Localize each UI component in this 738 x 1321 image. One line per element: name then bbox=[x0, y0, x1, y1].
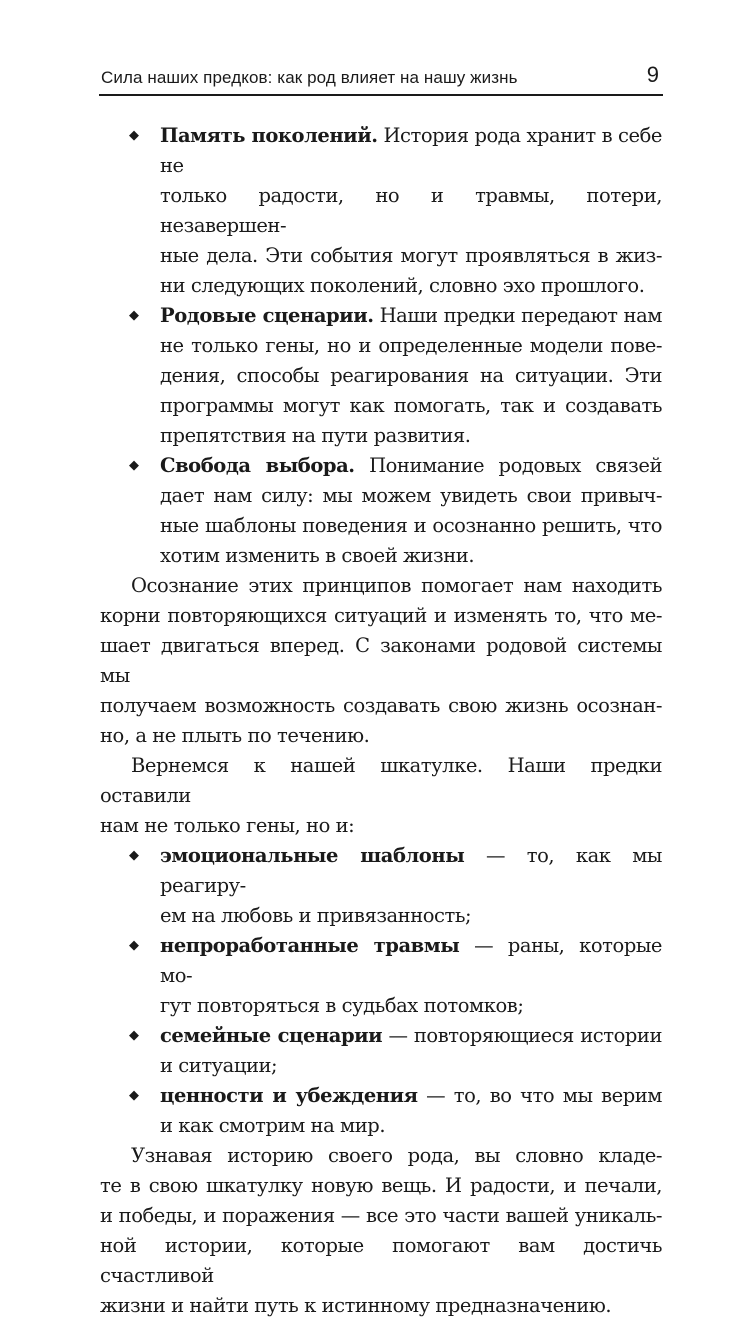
running-title: Сила наших предков: как род влияет на нашу жизнь bbox=[101, 68, 518, 87]
list-item-term: Память поколений. bbox=[160, 124, 378, 147]
running-header bbox=[99, 60, 663, 96]
bullet-diamond-icon: ◆ bbox=[129, 1028, 139, 1043]
list-item-term: семейные сценарии bbox=[160, 1024, 383, 1047]
list-item-term: Свобода выбора. bbox=[160, 454, 355, 477]
page-number: 9 bbox=[646, 62, 659, 87]
inheritance-list bbox=[100, 841, 662, 1141]
paragraph: Узнавая историю своего рода, вы словно кладе- те в свою шкатулку новую вещь. И радости, и печали, и победы, и поражения — все это части вашей уникаль- ной истории, которые помогают вам достичь счастливой жизни и найти путь к истинному предназначению. bbox=[100, 1144, 662, 1317]
list-item: ◆ Родовые сценарии. Наши предки передают нам не только гены, но и определенные модели пове- дения, способы реагирования на ситуации. Эти программы могут как помогать, так и создавать препятствия на пути развития. bbox=[100, 301, 662, 451]
bullet-diamond-icon: ◆ bbox=[129, 458, 139, 473]
bullet-diamond-icon: ◆ bbox=[129, 938, 139, 953]
list-item-term: эмоциональные шаблоны bbox=[160, 844, 465, 867]
list-item-term: ценности и убеждения bbox=[160, 1084, 418, 1107]
list-item: ◆ семейные сценарии — повторяющиеся истории и ситуации; bbox=[100, 1021, 662, 1081]
list-item: ◆ Свобода выбора. Понимание родовых связей дает нам силу: мы можем увидеть свои привыч- ные шаблоны поведения и осознанно решить, что хотим изменить в своей жизни. bbox=[100, 451, 662, 571]
bullet-diamond-icon: ◆ bbox=[129, 128, 139, 143]
paragraph: Осознание этих принципов помогает нам находить корни повторяющихся ситуаций и изменять то, что ме- шает двигаться вперед. С законами родовой системы мы получаем возможность создавать свою жизнь осознан- но, а не плыть по течению. bbox=[100, 574, 662, 747]
bullet-diamond-icon: ◆ bbox=[129, 848, 139, 863]
list-item-term: непроработанные травмы bbox=[160, 934, 460, 957]
principles-list bbox=[100, 121, 662, 571]
list-item: ◆ Память поколений. История рода хранит в себе не только радости, но и травмы, потери, незавершен- ные дела. Эти события могут проявляться в жиз- ни следующих поколений, словно эхо прошлого. bbox=[100, 121, 662, 301]
bullet-diamond-icon: ◆ bbox=[129, 1088, 139, 1103]
list-item: ◆ ценности и убеждения — то, во что мы верим и как смотрим на мир. bbox=[100, 1081, 662, 1141]
list-item: ◆ непроработанные травмы — раны, которые мо- гут повторяться в судьбах потомков; bbox=[100, 931, 662, 1021]
list-item: ◆ эмоциональные шаблоны — то, как мы реагиру- ем на любовь и привязанность; bbox=[100, 841, 662, 931]
bullet-diamond-icon: ◆ bbox=[129, 308, 139, 323]
list-item-term: Родовые сценарии. bbox=[160, 304, 374, 327]
paragraph: Вернемся к нашей шкатулке. Наши предки оставили нам не только гены, но и: bbox=[100, 754, 662, 837]
page-body bbox=[100, 121, 662, 1321]
